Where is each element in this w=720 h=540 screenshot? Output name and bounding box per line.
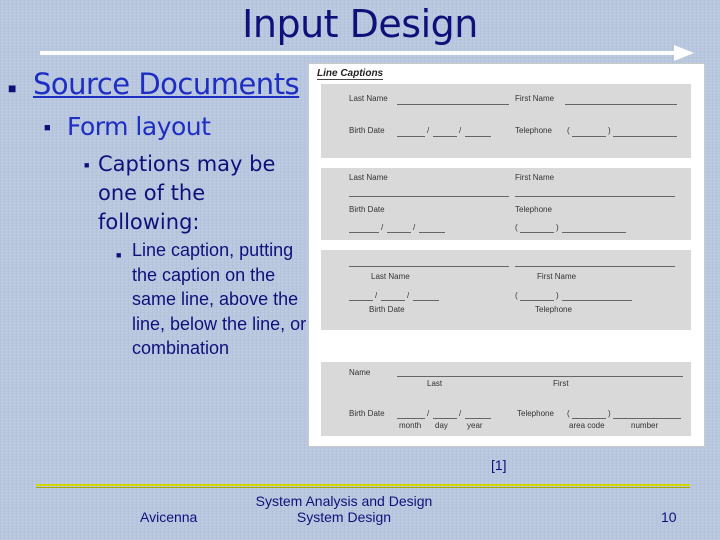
bullet-source-documents-link[interactable]: Source Documents — [33, 67, 300, 101]
area-code-label: area code — [569, 421, 605, 430]
first-name-label: First Name — [537, 272, 577, 281]
birth-date-label: Birth Date — [349, 409, 385, 418]
page-number: 10 — [661, 509, 677, 525]
slash-text: / — [427, 126, 430, 135]
bullet-form-layout: Form layout — [67, 112, 211, 141]
month-label: month — [399, 421, 422, 430]
figure-caption: Line Captions — [317, 68, 384, 79]
bullet-square-icon: ■ — [84, 160, 90, 170]
form-example-same-line — [321, 84, 691, 158]
slash-text: / — [413, 223, 416, 232]
bullet-square-icon: ■ — [8, 80, 17, 96]
footer-author: Avicenna — [140, 509, 198, 525]
number-label: number — [631, 421, 659, 430]
first-name-label: First Name — [515, 173, 555, 182]
paren-open-text: ( — [567, 409, 570, 418]
footer-rule — [36, 484, 690, 486]
slash-text: / — [427, 409, 430, 418]
telephone-label: Telephone — [515, 126, 552, 135]
form-example-combination — [321, 362, 691, 436]
bullet-square-icon: ■ — [44, 122, 51, 134]
first-name-label: First Name — [515, 94, 555, 103]
last-name-label: Last Name — [349, 94, 388, 103]
paren-open-text: ( — [567, 126, 570, 135]
line-captions-figure — [308, 63, 705, 447]
slash-text: / — [381, 223, 384, 232]
slide-title: Input Design — [242, 2, 478, 46]
day-label: day — [435, 421, 448, 430]
footer-rule-shadow — [36, 487, 690, 488]
slash-text: / — [459, 126, 462, 135]
title-arrow — [40, 44, 696, 64]
paren-open-text: ( — [515, 291, 518, 300]
telephone-label: Telephone — [515, 205, 552, 214]
slash-text: / — [407, 291, 410, 300]
footer-course-title: System Analysis and Design — [255, 493, 433, 509]
last-name-label: Last Name — [371, 272, 410, 281]
first-label: First — [553, 379, 569, 388]
telephone-label: Telephone — [535, 305, 572, 314]
slash-text: / — [375, 291, 378, 300]
footer-course-topic: System Design — [296, 509, 392, 525]
name-label: Name — [349, 368, 371, 377]
paren-open-text: ( — [515, 223, 518, 232]
telephone-label: Telephone — [517, 409, 554, 418]
paren-close-text: ) — [608, 126, 611, 135]
paren-close-text: ) — [556, 291, 559, 300]
bullet-captions: Captions may be one of the following: — [98, 152, 276, 234]
birth-date-label: Birth Date — [349, 126, 385, 135]
slash-text: / — [459, 409, 462, 418]
bullet-line-caption: Line caption, putting the caption on the same line, above the line, below the line, or combination — [132, 240, 307, 358]
citation: [1] — [491, 457, 507, 473]
last-name-label: Last Name — [349, 173, 388, 182]
birth-date-label: Birth Date — [369, 305, 405, 314]
paren-close-text: ) — [556, 223, 559, 232]
bullet-square-icon: ■ — [116, 250, 122, 260]
footer-course — [244, 493, 444, 525]
year-label: year — [467, 421, 483, 430]
form-example-above-line — [321, 168, 691, 240]
form-example-below-line — [321, 250, 691, 330]
paren-close-text: ) — [608, 409, 611, 418]
birth-date-label: Birth Date — [349, 205, 385, 214]
last-label: Last — [427, 379, 443, 388]
